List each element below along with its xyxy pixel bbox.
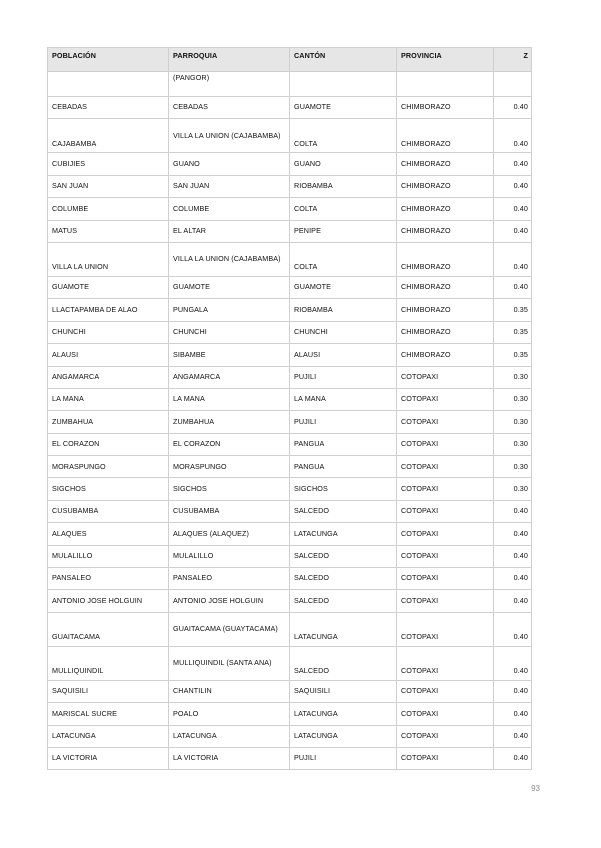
poblacion-cell: SAN JUAN <box>48 175 169 197</box>
canton-cell: GUAMOTE <box>290 97 397 119</box>
poblacion-cell: GUAITACAMA <box>48 612 169 646</box>
parroquia-cell: VILLA LA UNION (CAJABAMBA) <box>169 242 290 276</box>
parroquia-cell: MULLIQUINDIL (SANTA ANA) <box>169 646 290 680</box>
table-header-row <box>48 48 532 72</box>
table-row <box>48 433 532 455</box>
parroquia-cell: CHUNCHI <box>169 321 290 343</box>
provincia-cell: CHIMBORAZO <box>397 276 494 298</box>
poblacion-cell: MORASPUNGO <box>48 456 169 478</box>
table-row <box>48 411 532 433</box>
canton-cell: LATACUNGA <box>290 523 397 545</box>
poblacion-cell: PANSALEO <box>48 568 169 590</box>
poblacion-cell: VILLA LA UNION <box>48 242 169 276</box>
z-value-cell: 0.30 <box>494 366 532 388</box>
provincia-cell: CHIMBORAZO <box>397 175 494 197</box>
table-row <box>48 500 532 522</box>
provincia-cell: COTOPAXI <box>397 680 494 702</box>
z-value-cell: 0.40 <box>494 680 532 702</box>
canton-cell: RIOBAMBA <box>290 299 397 321</box>
canton-cell <box>290 72 397 97</box>
provincia-cell: COTOPAXI <box>397 646 494 680</box>
header-canton: CANTÓN <box>290 48 397 72</box>
table-row <box>48 703 532 725</box>
poblacion-cell: CUBIJIES <box>48 153 169 175</box>
parroquia-cell: (PANGOR) <box>169 72 290 97</box>
provincia-cell: CHIMBORAZO <box>397 242 494 276</box>
poblacion-cell: ZUMBAHUA <box>48 411 169 433</box>
canton-cell: PUJILI <box>290 411 397 433</box>
poblacion-cell: ANTONIO JOSE HOLGUIN <box>48 590 169 612</box>
header-parroquia: PARROQUIA <box>169 48 290 72</box>
parroquia-cell: MULALILLO <box>169 545 290 567</box>
canton-cell: PUJILI <box>290 747 397 769</box>
parroquia-cell: GUAMOTE <box>169 276 290 298</box>
canton-cell: PENIPE <box>290 220 397 242</box>
poblacion-cell: ANGAMARCA <box>48 366 169 388</box>
poblacion-cell: LA MANA <box>48 388 169 410</box>
provincia-cell: COTOPAXI <box>397 388 494 410</box>
provincia-cell: COTOPAXI <box>397 703 494 725</box>
parroquia-cell: CHANTILIN <box>169 680 290 702</box>
provincia-cell: COTOPAXI <box>397 366 494 388</box>
parroquia-cell: ANTONIO JOSE HOLGUIN <box>169 590 290 612</box>
z-value-cell: 0.40 <box>494 590 532 612</box>
canton-cell: COLTA <box>290 242 397 276</box>
poblacion-cell: GUAMOTE <box>48 276 169 298</box>
canton-cell: LA MANA <box>290 388 397 410</box>
canton-cell: PANGUA <box>290 456 397 478</box>
poblacion-cell: MARISCAL SUCRE <box>48 703 169 725</box>
table-row <box>48 478 532 500</box>
canton-cell: SALCEDO <box>290 500 397 522</box>
table-row <box>48 242 532 276</box>
canton-cell: GUAMOTE <box>290 276 397 298</box>
canton-cell: ALAUSI <box>290 344 397 366</box>
canton-cell: SALCEDO <box>290 590 397 612</box>
table-row <box>48 276 532 298</box>
provincia-cell: COTOPAXI <box>397 568 494 590</box>
canton-cell: SAQUISILI <box>290 680 397 702</box>
table-row <box>48 175 532 197</box>
z-value-cell: 0.40 <box>494 545 532 567</box>
poblacion-cell: LA VICTORIA <box>48 747 169 769</box>
table-row <box>48 725 532 747</box>
provincia-cell: COTOPAXI <box>397 478 494 500</box>
provincia-cell: COTOPAXI <box>397 545 494 567</box>
z-value-cell: 0.30 <box>494 411 532 433</box>
z-value-cell: 0.40 <box>494 703 532 725</box>
table-row <box>48 612 532 646</box>
parroquia-cell: SIBAMBE <box>169 344 290 366</box>
poblacion-cell: SAQUISILI <box>48 680 169 702</box>
z-value-cell: 0.40 <box>494 119 532 153</box>
provincia-cell: CHIMBORAZO <box>397 299 494 321</box>
z-value-cell <box>494 72 532 97</box>
parroquia-cell: SAN JUAN <box>169 175 290 197</box>
z-value-cell: 0.40 <box>494 568 532 590</box>
poblacion-cell: ALAQUES <box>48 523 169 545</box>
canton-cell: SIGCHOS <box>290 478 397 500</box>
provincia-cell: CHIMBORAZO <box>397 119 494 153</box>
canton-cell: PUJILI <box>290 366 397 388</box>
provincia-cell: COTOPAXI <box>397 747 494 769</box>
z-value-cell: 0.40 <box>494 97 532 119</box>
table-row <box>48 220 532 242</box>
canton-cell: SALCEDO <box>290 545 397 567</box>
header-poblacion: POBLACIÓN <box>48 48 169 72</box>
table-row <box>48 97 532 119</box>
z-value-cell: 0.40 <box>494 175 532 197</box>
provincia-cell: CHIMBORAZO <box>397 198 494 220</box>
provincia-cell: COTOPAXI <box>397 523 494 545</box>
table-row <box>48 119 532 153</box>
poblacion-cell: MULALILLO <box>48 545 169 567</box>
canton-cell: COLTA <box>290 119 397 153</box>
provincia-cell: CHIMBORAZO <box>397 321 494 343</box>
table-row <box>48 568 532 590</box>
z-value-cell: 0.35 <box>494 299 532 321</box>
poblacion-cell: CHUNCHI <box>48 321 169 343</box>
header-z: Z <box>494 48 532 72</box>
parroquia-cell: EL CORAZON <box>169 433 290 455</box>
table-row <box>48 344 532 366</box>
poblacion-cell <box>48 72 169 97</box>
parroquia-cell: LA MANA <box>169 388 290 410</box>
poblacion-cell: LLACTAPAMBA DE ALAO <box>48 299 169 321</box>
canton-cell: LATACUNGA <box>290 703 397 725</box>
parroquia-cell: PANSALEO <box>169 568 290 590</box>
canton-cell: SALCEDO <box>290 568 397 590</box>
parroquia-cell: ANGAMARCA <box>169 366 290 388</box>
z-value-cell: 0.40 <box>494 153 532 175</box>
parroquia-cell: MORASPUNGO <box>169 456 290 478</box>
provincia-cell: CHIMBORAZO <box>397 97 494 119</box>
table-row <box>48 646 532 680</box>
z-value-cell: 0.30 <box>494 478 532 500</box>
table-row <box>48 523 532 545</box>
canton-cell: SALCEDO <box>290 646 397 680</box>
parroquia-cell: VILLA LA UNION (CAJABAMBA) <box>169 119 290 153</box>
z-value-cell: 0.30 <box>494 388 532 410</box>
provincia-cell: COTOPAXI <box>397 411 494 433</box>
canton-cell: LATACUNGA <box>290 725 397 747</box>
page-number: 93 <box>531 784 540 793</box>
z-value-cell: 0.40 <box>494 500 532 522</box>
canton-cell: PANGUA <box>290 433 397 455</box>
canton-cell: COLTA <box>290 198 397 220</box>
zone-factor-table <box>47 47 532 770</box>
z-value-cell: 0.40 <box>494 523 532 545</box>
parroquia-cell: LA VICTORIA <box>169 747 290 769</box>
z-value-cell: 0.40 <box>494 198 532 220</box>
parroquia-cell: ALAQUES (ALAQUEZ) <box>169 523 290 545</box>
parroquia-cell: PUNGALA <box>169 299 290 321</box>
poblacion-cell: CAJABAMBA <box>48 119 169 153</box>
poblacion-cell: MATUS <box>48 220 169 242</box>
z-value-cell: 0.30 <box>494 433 532 455</box>
parroquia-cell: CUSUBAMBA <box>169 500 290 522</box>
table-row <box>48 680 532 702</box>
poblacion-cell: LATACUNGA <box>48 725 169 747</box>
z-value-cell: 0.35 <box>494 344 532 366</box>
parroquia-cell: SIGCHOS <box>169 478 290 500</box>
table-row <box>48 299 532 321</box>
poblacion-cell: SIGCHOS <box>48 478 169 500</box>
table-row <box>48 590 532 612</box>
z-value-cell: 0.40 <box>494 220 532 242</box>
canton-cell: CHUNCHI <box>290 321 397 343</box>
table-row <box>48 153 532 175</box>
provincia-cell: CHIMBORAZO <box>397 220 494 242</box>
z-value-cell: 0.40 <box>494 747 532 769</box>
z-value-cell: 0.30 <box>494 456 532 478</box>
parroquia-cell: EL ALTAR <box>169 220 290 242</box>
parroquia-cell: COLUMBE <box>169 198 290 220</box>
parroquia-cell: POALO <box>169 703 290 725</box>
header-provincia: PROVINCIA <box>397 48 494 72</box>
z-value-cell: 0.35 <box>494 321 532 343</box>
poblacion-cell: MULLIQUINDIL <box>48 646 169 680</box>
table-row <box>48 366 532 388</box>
parroquia-cell: GUAITACAMA (GUAYTACAMA) <box>169 612 290 646</box>
poblacion-cell: CUSUBAMBA <box>48 500 169 522</box>
canton-cell: RIOBAMBA <box>290 175 397 197</box>
table-row <box>48 321 532 343</box>
z-value-cell: 0.40 <box>494 276 532 298</box>
provincia-cell: COTOPAXI <box>397 725 494 747</box>
table-row <box>48 198 532 220</box>
poblacion-cell: ALAUSI <box>48 344 169 366</box>
parroquia-cell: ZUMBAHUA <box>169 411 290 433</box>
parroquia-cell: LATACUNGA <box>169 725 290 747</box>
parroquia-cell: GUANO <box>169 153 290 175</box>
z-value-cell: 0.40 <box>494 725 532 747</box>
provincia-cell: COTOPAXI <box>397 590 494 612</box>
z-value-cell: 0.40 <box>494 612 532 646</box>
z-value-cell: 0.40 <box>494 646 532 680</box>
canton-cell: GUANO <box>290 153 397 175</box>
provincia-cell: COTOPAXI <box>397 612 494 646</box>
poblacion-cell: CEBADAS <box>48 97 169 119</box>
provincia-cell <box>397 72 494 97</box>
provincia-cell: COTOPAXI <box>397 500 494 522</box>
parroquia-cell: CEBADAS <box>169 97 290 119</box>
table-row <box>48 747 532 769</box>
table-row <box>48 456 532 478</box>
provincia-cell: CHIMBORAZO <box>397 153 494 175</box>
poblacion-cell: EL CORAZON <box>48 433 169 455</box>
provincia-cell: COTOPAXI <box>397 433 494 455</box>
table-row <box>48 72 532 97</box>
z-value-cell: 0.40 <box>494 242 532 276</box>
provincia-cell: COTOPAXI <box>397 456 494 478</box>
table-row <box>48 388 532 410</box>
canton-cell: LATACUNGA <box>290 612 397 646</box>
poblacion-cell: COLUMBE <box>48 198 169 220</box>
provincia-cell: CHIMBORAZO <box>397 344 494 366</box>
table-row <box>48 545 532 567</box>
